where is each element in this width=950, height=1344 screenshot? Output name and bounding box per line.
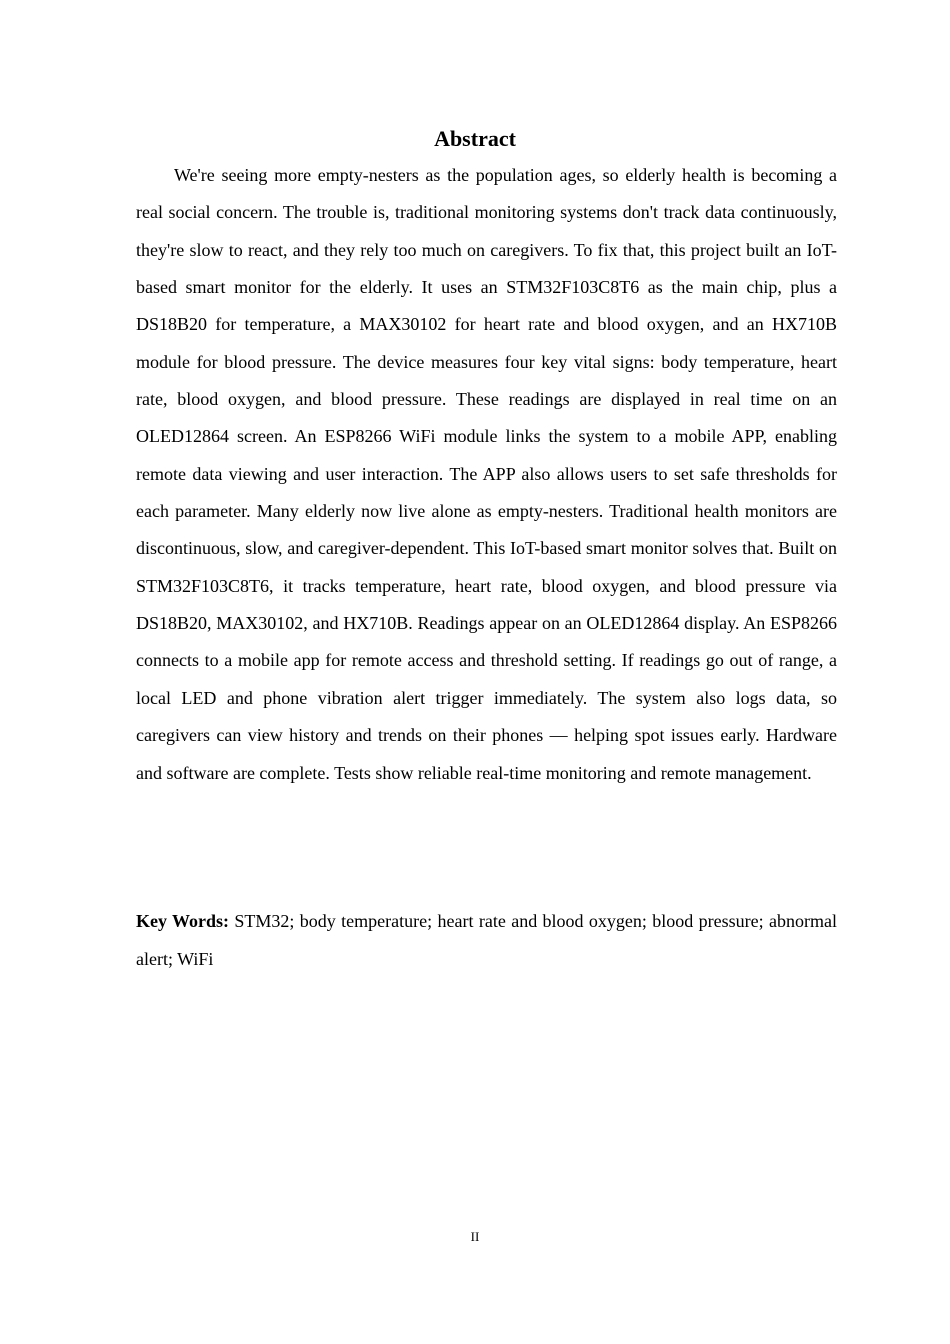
page-number: II bbox=[470, 1229, 480, 1244]
keywords-paragraph bbox=[136, 903, 837, 978]
keywords-text: STM32; body temperature; heart rate and blood oxygen; blood pressure; abnormal alert; WiFi bbox=[136, 911, 838, 969]
keywords-label: Key Words: bbox=[136, 911, 230, 931]
abstract-title: Abstract bbox=[434, 126, 516, 151]
abstract-body: We're seeing more empty-nesters as the population ages, so elderly health is becoming a real social concern. The trouble is, traditional monitoring systems don't track data continuously, they're slow to react, and they rely too much on caregivers. To fix that, this project built an IoT-based smart monitor for the elderly. It uses an STM32F103C8T6 as the main chip, plus a DS18B20 for temperature, a MAX30102 for heart rate and blood oxygen, and an HX710B module for blood pressure. The device measures four key vital signs: body temperature, heart rate, blood oxygen, and blood pressure. These readings are displayed in real time on an OLED12864 screen. An ESP8266 WiFi module links the system to a mobile APP, enabling remote data viewing and user interaction. The APP also allows users to set safe thresholds for each parameter. Many elderly now live alone as empty-nesters. Traditional health monitors are discontinuous, slow, and caregiver-dependent. This IoT-based smart monitor solves that. Built on STM32F103C8T6, it tracks temperature, heart rate, blood oxygen, and blood pressure via DS18B20, MAX30102, and HX710B. Readings appear on an OLED12864 display. An ESP8266 connects to a mobile app for remote access and threshold setting. If readings go out of range, a local LED and phone vibration alert trigger immediately. The system also logs data, so caregivers can view history and trends on their phones — helping spot issues early. Hardware and software are complete. Tests show reliable real-time monitoring and remote management. bbox=[136, 165, 837, 783]
